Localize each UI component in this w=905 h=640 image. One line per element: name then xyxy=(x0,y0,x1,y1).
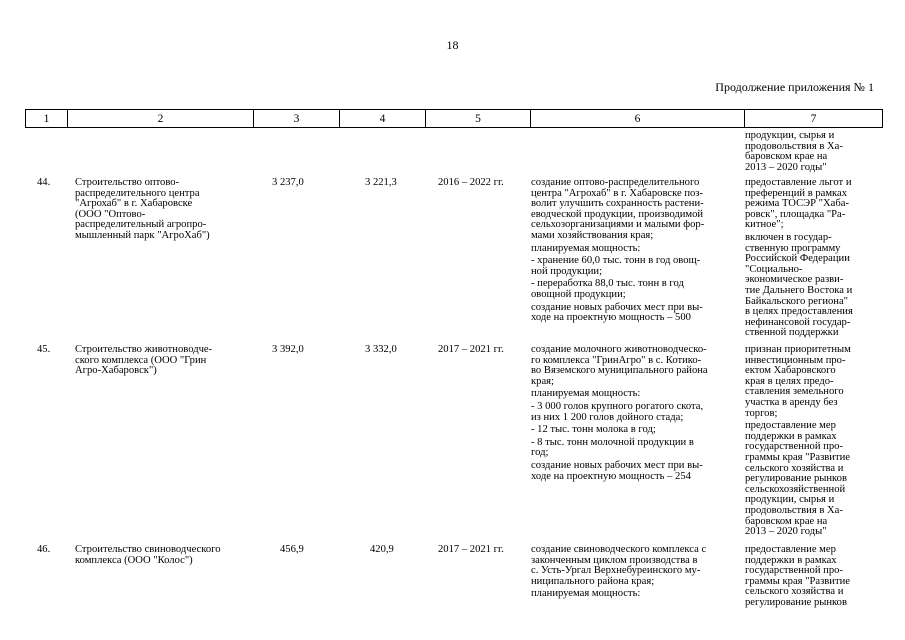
row-number: 45. xyxy=(37,344,51,355)
column-header-5: 5 xyxy=(426,110,531,128)
column-number-header xyxy=(25,109,883,128)
cost-total: 3 392,0 xyxy=(272,344,304,355)
project-description: создание молочного животноводческо- го комплекса "ГринАгро" в с. Котико- во Вяземского муниципального района края; планируемая мощность: - 3 000 голов крупного рогатого скота, из них 1 200 голов дойного стада; - 12 тыс. тонн молока в год; - 8 тыс. тонн молочной продукции в год; создание новых рабочих мест при вы- ходе на проектную мощность – 254 xyxy=(531,344,708,482)
column-header-3: 3 xyxy=(254,110,340,128)
project-name: Строительство свиноводческого комплекса (ООО "Колос") xyxy=(75,544,221,566)
support-measures: предоставление льгот и преференций в рамках режима ТОСЭР "Хаба- ровск", площадка "Ра- китное"; включен в государ- ственную программу Российской Федерации "Социально- экономическое разви- тие Дальнего Востока и Байкальского региона" в целях предоставления нефинансовой государ- ственной поддержки xyxy=(745,177,853,339)
column-header-2: 2 xyxy=(68,110,254,128)
row-number: 44. xyxy=(37,177,51,188)
page-number: 18 xyxy=(446,38,459,52)
support-measures: предоставление мер поддержки в рамках государственной про- граммы края "Развитие сельского хозяйства и регулирование рынков xyxy=(745,544,850,608)
appendix-continuation-note: Продолжение приложения № 1 xyxy=(715,80,874,94)
cost-total: 3 237,0 xyxy=(272,177,304,188)
column-header-7: 7 xyxy=(745,110,883,128)
period: 2017 – 2021 гг. xyxy=(438,544,504,555)
project-description: создание оптово-распределительного центра "Агрохаб" в г. Хабаровске поз- волит улучшить сохранность растени- еводческой продукции, производимой сельхозорганизациями и малыми фор- мами хозяйствования края; планируемая мощность: - хранение 60,0 тыс. тонн в год овощ- ной продукции; - переработка 88,0 тыс. тонн в год овощной продукции; создание новых рабочих мест при вы- ходе на проектную мощность – 500 xyxy=(531,177,705,324)
period: 2016 – 2022 гг. xyxy=(438,177,504,188)
support-measures: признан приоритетным инвестиционным про- ектом Хабаровского края в целях предо- ставления земельного участка в аренду без торгов; предоставление мер поддержки в рамках государственной про- граммы края "Развитие сельского хозяйства и регулирование рынков сельскохозяйственной продукции, сырья и продовольствия в Ха- баровском крае на 2013 – 2020 годы" xyxy=(745,344,851,538)
project-name: Строительство оптово- распределительного центра "Агрохаб" в г. Хабаровске (ООО "Оптово- распределительный агропро- мышленный парк "АгроХаб") xyxy=(75,177,210,241)
period: 2017 – 2021 гг. xyxy=(438,344,504,355)
cost-total: 456,9 xyxy=(280,544,304,555)
carryover-support-text: продукции, сырья и продовольствия в Ха- баровском крае на 2013 – 2020 годы" xyxy=(745,130,843,173)
cost-investor: 3 332,0 xyxy=(365,344,397,355)
column-header-1: 1 xyxy=(26,110,68,128)
project-name: Строительство животноводче- ского комплекса (ООО "Грин Агро-Хабаровск") xyxy=(75,344,213,377)
project-description: создание свиноводческого комплекса с законченным циклом производства в с. Усть-Ургал Верхнебуреинского му- ниципального района края; планируемая мощность: xyxy=(531,544,707,600)
column-header-4: 4 xyxy=(340,110,426,128)
cost-investor: 420,9 xyxy=(370,544,394,555)
row-number: 46. xyxy=(37,544,51,555)
cost-investor: 3 221,3 xyxy=(365,177,397,188)
column-header-6: 6 xyxy=(531,110,745,128)
